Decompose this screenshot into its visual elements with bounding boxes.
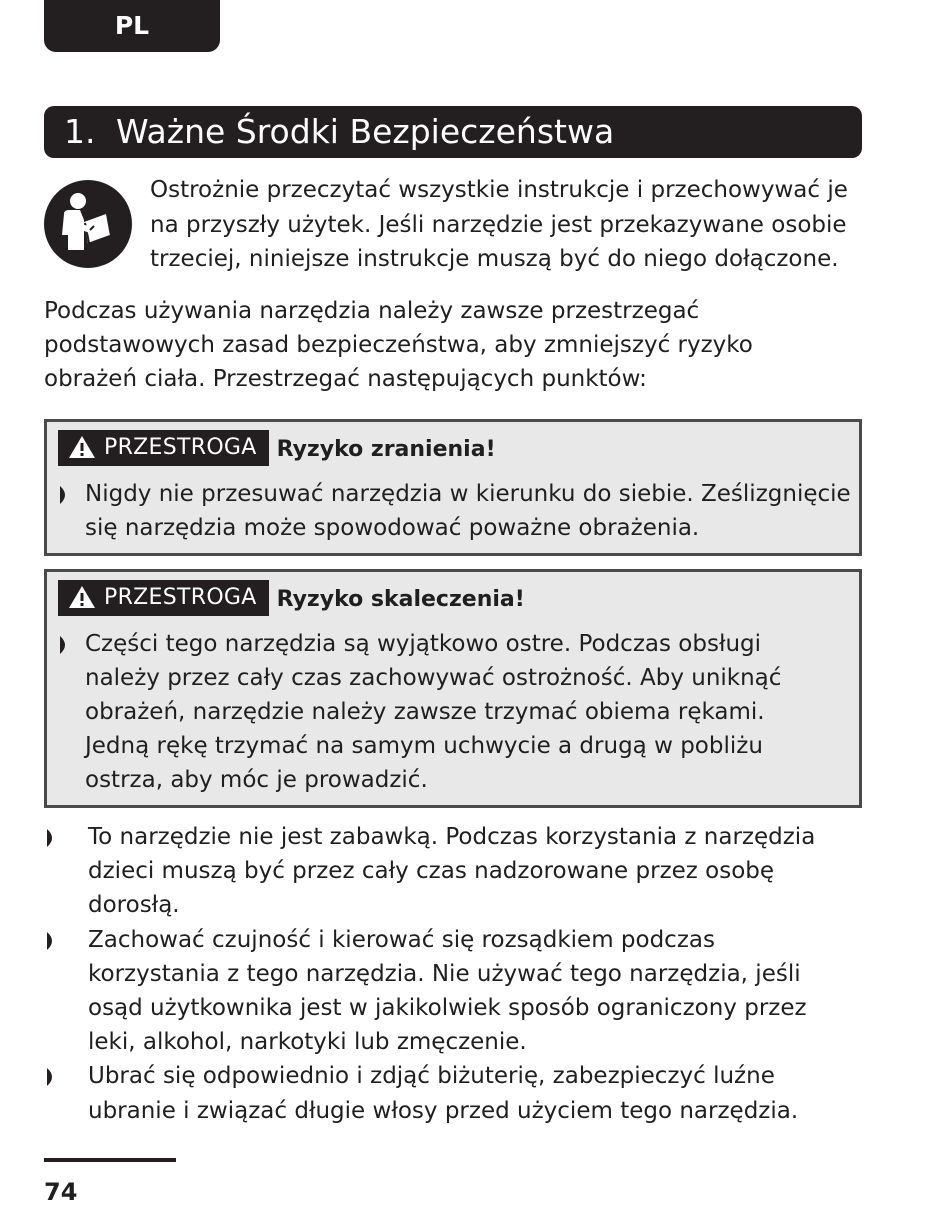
safety-bullet-list: [44, 820, 864, 1128]
caution-box-injury: [44, 419, 862, 556]
caution-line: należy przez cały czas zachowywać ostrożność. Aby uniknąć: [85, 665, 782, 691]
caution-line: Nigdy nie przesuwać narzędzia w kierunku do siebie. Ześlizgnięcie: [85, 481, 851, 507]
caution-line: się narzędzia może spowodować poważne obrażenia.: [85, 515, 700, 541]
caution-line: obrażeń, narzędzie należy zawsze trzymać obiema rękami.: [85, 699, 765, 725]
caution-box-cut: [44, 569, 862, 808]
bullet-icon: [59, 635, 71, 655]
intro-line: na przyszły użytek. Jeśli narzędzie jest przekazywane osobie: [150, 211, 847, 238]
caution-text: [85, 627, 855, 797]
list-item-line: osąd użytkownika jest w jakikolwiek sposób ograniczony przez: [88, 995, 807, 1022]
list-item: [44, 820, 864, 923]
general-line: Podczas używania narzędzia należy zawsze przestrzegać: [44, 298, 700, 324]
list-item-line: korzystania z tego narzędzia. Nie używać tego narzędzia, jeśli: [88, 960, 801, 987]
caution-line: Jedną rękę trzymać na samym uchwycie a drugą w pobliżu: [85, 733, 763, 759]
list-item-line: dorosłą.: [88, 892, 180, 919]
list-item-line: dzieci muszą być przez cały czas nadzorowane przez osobę: [88, 858, 775, 885]
bullet-icon: [46, 931, 58, 951]
caution-title: Ryzyko zranienia!: [276, 437, 496, 462]
caution-text: [85, 477, 855, 545]
list-item-line: To narzędzie nie jest zabawką. Podczas korzystania z narzędzia: [88, 824, 816, 850]
intro-paragraph: [150, 173, 865, 277]
list-item-line: Zachować czujność i kierować się rozsądkiem podczas: [88, 926, 715, 953]
read-manual-icon: [44, 180, 132, 268]
bullet-icon: [46, 828, 58, 848]
section-heading: [44, 106, 862, 158]
caution-label: [58, 580, 269, 616]
warning-triangle-icon: [68, 585, 96, 609]
intro-line: trzeciej, niniejsze instrukcje muszą być do niego dołączone.: [150, 246, 839, 272]
list-item-line: leki, alkohol, narkotyki lub zmęczenie.: [88, 1029, 527, 1056]
caution-header: [58, 430, 496, 466]
page-number: 74: [44, 1178, 78, 1206]
list-item: [44, 1059, 864, 1127]
footer-divider: [44, 1158, 176, 1162]
intro-line: Ostrożnie przeczytać wszystkie instrukcje i przechowywać je: [150, 177, 848, 203]
section-title: Ważne Środki Bezpieczeństwa: [116, 112, 615, 151]
general-line: podstawowych zasad bezpieczeństwa, aby zmniejszyć ryzyko: [44, 332, 753, 358]
caution-label-text: PRZESTROGA: [104, 585, 257, 610]
caution-title: Ryzyko skaleczenia!: [276, 587, 525, 612]
caution-label: [58, 430, 269, 466]
caution-label-text: PRZESTROGA: [104, 435, 257, 460]
language-tab: PL: [44, 0, 220, 52]
caution-line: ostrza, aby móc je prowadzić.: [85, 767, 428, 793]
bullet-icon: [46, 1067, 58, 1087]
general-paragraph: [44, 294, 864, 396]
bullet-icon: [59, 485, 71, 505]
list-item-line: ubranie i związać długie włosy przed użyciem tego narzędzia.: [88, 1097, 799, 1124]
caution-header: [58, 580, 525, 616]
general-line: obrażeń ciała. Przestrzegać następujących punktów:: [44, 366, 647, 392]
warning-triangle-icon: [68, 435, 96, 459]
caution-line: Części tego narzędzia są wyjątkowo ostre. Podczas obsługi: [85, 631, 762, 657]
section-number: 1.: [64, 112, 96, 151]
list-item: [44, 923, 864, 1060]
list-item-line: Ubrać się odpowiednio i zdjąć biżuterię, zabezpieczyć luźne: [88, 1063, 775, 1090]
